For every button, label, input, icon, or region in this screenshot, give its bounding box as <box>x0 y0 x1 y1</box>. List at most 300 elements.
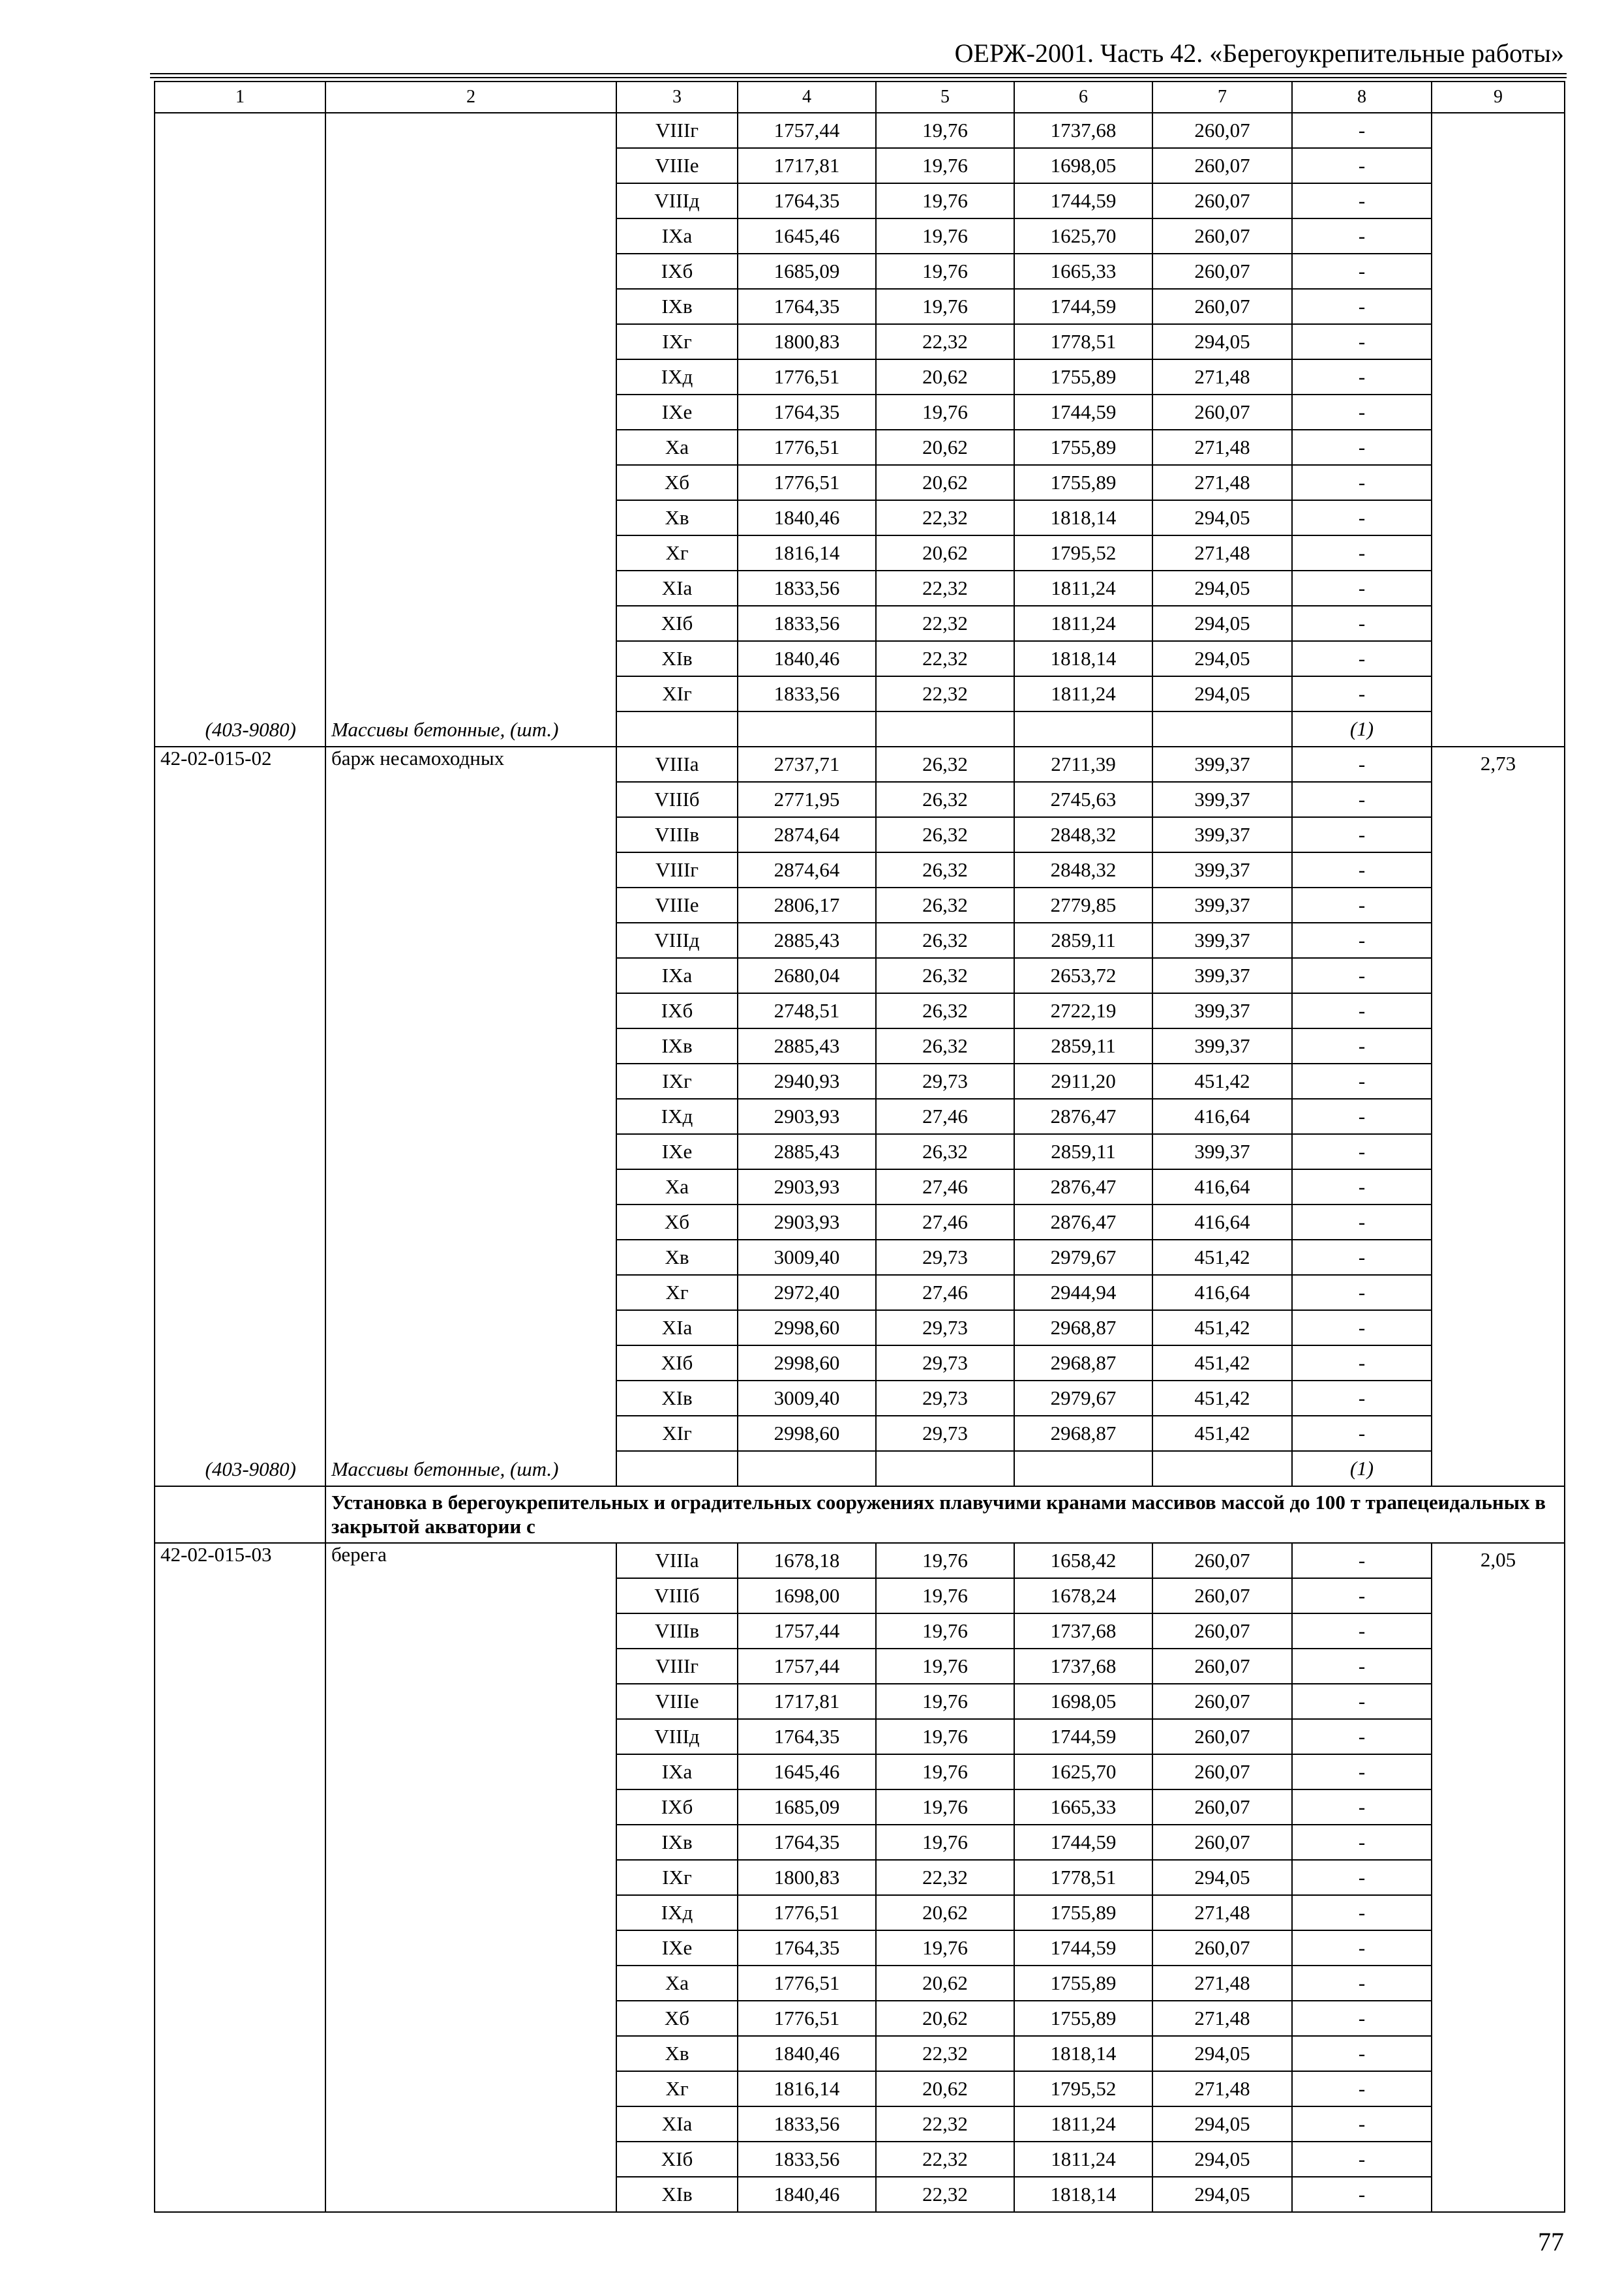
cell-col-4: 1816,14 <box>738 535 876 571</box>
cell-col-4: 1833,56 <box>738 2106 876 2142</box>
cell-col-5: 19,76 <box>876 1930 1014 1966</box>
column-number: 9 <box>1432 82 1565 113</box>
cell-col-5: 22,32 <box>876 500 1014 535</box>
cell-col-3: IXа <box>616 218 738 254</box>
cell-col-6: 2979,67 <box>1014 1240 1152 1275</box>
cell-col-5: 20,62 <box>876 359 1014 395</box>
cell-col-6: 1818,14 <box>1014 2036 1152 2071</box>
page-header-title: ОЕРЖ-2001. Часть 42. «Берегоукрепительные работы» <box>954 38 1564 68</box>
cell-col-6: 1744,59 <box>1014 289 1152 324</box>
cell-col-8: - <box>1292 1134 1432 1169</box>
cell-col-3: IXг <box>616 324 738 359</box>
cell-col-5: 19,76 <box>876 1543 1014 1578</box>
cell-col-7: 271,48 <box>1152 535 1292 571</box>
cell-col-5: 19,76 <box>876 183 1014 218</box>
work-name-cell <box>325 1543 616 2212</box>
column-number: 5 <box>876 82 1014 113</box>
column-number: 1 <box>155 82 325 113</box>
cell-col-8: - <box>1292 1789 1432 1825</box>
resource-code: (403-9080) <box>205 1457 296 1480</box>
cell-col-3: IXе <box>616 1134 738 1169</box>
cell-col-4: 1764,35 <box>738 289 876 324</box>
cell-col-5: 22,32 <box>876 324 1014 359</box>
cell-col-5: 19,76 <box>876 395 1014 430</box>
cell-col-7: 271,48 <box>1152 1895 1292 1930</box>
cell-col-8: - <box>1292 1613 1432 1649</box>
cell-col-6: 1665,33 <box>1014 254 1152 289</box>
cell-col-8: - <box>1292 958 1432 993</box>
cell-col-6: 1811,24 <box>1014 676 1152 711</box>
cell-col-4: 1840,46 <box>738 500 876 535</box>
cell-col-4: 2874,64 <box>738 852 876 888</box>
cell-col-5: 26,32 <box>876 1028 1014 1064</box>
cell-col-6: 1755,89 <box>1014 359 1152 395</box>
column-number: 3 <box>616 82 738 113</box>
cell-col-6: 2911,20 <box>1014 1064 1152 1099</box>
cell-col-4: 2903,93 <box>738 1099 876 1134</box>
cell-col-7: 260,07 <box>1152 1754 1292 1789</box>
cell-col-8: - <box>1292 1028 1432 1064</box>
cell-col-6: 1698,05 <box>1014 148 1152 183</box>
cell-col-5: 29,73 <box>876 1064 1014 1099</box>
cell-col-6: 1625,70 <box>1014 218 1152 254</box>
resource-name: Массивы бетонные, (шт.) <box>331 1457 559 1480</box>
table-row <box>155 747 1565 782</box>
cell-col-3: XIг <box>616 1416 738 1451</box>
cell-col-8: - <box>1292 430 1432 465</box>
cell-col-5: 19,76 <box>876 1578 1014 1613</box>
cell-col-3: XIб <box>616 606 738 641</box>
cell-col-5: 29,73 <box>876 1381 1014 1416</box>
cell-col-6: 2779,85 <box>1014 888 1152 923</box>
cell-col-4: 1764,35 <box>738 1719 876 1754</box>
cell-col-3: Xв <box>616 2036 738 2071</box>
cell-col-4: 1840,46 <box>738 641 876 676</box>
cell-col-4: 1776,51 <box>738 465 876 500</box>
cell-col-8: - <box>1292 1719 1432 1754</box>
cell-col-4: 1833,56 <box>738 676 876 711</box>
cell-col-3: Xг <box>616 1275 738 1310</box>
cell-col-8: - <box>1292 1543 1432 1578</box>
cell-col-3: Xб <box>616 1204 738 1240</box>
cell-col-4: 2885,43 <box>738 1028 876 1064</box>
cell-col-5: 20,62 <box>876 430 1014 465</box>
cell-col-6: 1755,89 <box>1014 430 1152 465</box>
cell-col-3: VIIIд <box>616 923 738 958</box>
cell-col-7: 260,07 <box>1152 218 1292 254</box>
cell-col-5: 19,76 <box>876 218 1014 254</box>
cell-col-6: 1811,24 <box>1014 571 1152 606</box>
rate-code-cell <box>155 113 325 747</box>
cell-col-5: 19,76 <box>876 289 1014 324</box>
cell-col-8: - <box>1292 1754 1432 1789</box>
cell-col-5: 20,62 <box>876 465 1014 500</box>
resource-blank <box>1014 1451 1152 1486</box>
rate-code-cell <box>155 747 325 1486</box>
resource-blank <box>738 711 876 747</box>
cell-col-6: 1811,24 <box>1014 2142 1152 2177</box>
cell-col-5: 22,32 <box>876 2142 1014 2177</box>
cell-col-4: 2680,04 <box>738 958 876 993</box>
cell-col-7: 294,05 <box>1152 500 1292 535</box>
cell-col-3: IXв <box>616 1028 738 1064</box>
cell-col-7: 451,42 <box>1152 1345 1292 1381</box>
cell-col-5: 20,62 <box>876 1966 1014 2001</box>
cell-col-8: - <box>1292 782 1432 817</box>
cell-col-3: XIа <box>616 571 738 606</box>
rate-code-cell <box>155 1543 325 2212</box>
cell-col-8: - <box>1292 2001 1432 2036</box>
cell-col-7: 399,37 <box>1152 958 1292 993</box>
cell-col-6: 1744,59 <box>1014 1930 1152 1966</box>
cell-col-8: - <box>1292 1684 1432 1719</box>
cell-col-4: 1840,46 <box>738 2177 876 2212</box>
cell-col-7: 260,07 <box>1152 1930 1292 1966</box>
cell-col-5: 20,62 <box>876 535 1014 571</box>
cell-col-4: 2998,60 <box>738 1416 876 1451</box>
cell-col-3: VIIIб <box>616 782 738 817</box>
cell-col-7: 399,37 <box>1152 852 1292 888</box>
cell-col-8: - <box>1292 535 1432 571</box>
cell-col-3: VIIIд <box>616 183 738 218</box>
cell-col-7: 399,37 <box>1152 923 1292 958</box>
cell-col-6: 2968,87 <box>1014 1345 1152 1381</box>
cell-col-4: 1776,51 <box>738 1895 876 1930</box>
cell-col-8: - <box>1292 1064 1432 1099</box>
cell-col-8: - <box>1292 1169 1432 1204</box>
cell-col-4: 1764,35 <box>738 1930 876 1966</box>
cell-col-7: 271,48 <box>1152 1966 1292 2001</box>
resource-qty: (1) <box>1292 1451 1432 1486</box>
cell-col-7: 451,42 <box>1152 1064 1292 1099</box>
work-name-cell <box>325 113 616 747</box>
cell-col-8: - <box>1292 676 1432 711</box>
cell-col-7: 260,07 <box>1152 254 1292 289</box>
cell-col-7: 294,05 <box>1152 606 1292 641</box>
cell-col-4: 1776,51 <box>738 1966 876 2001</box>
cell-col-3: Xг <box>616 535 738 571</box>
cell-col-7: 260,07 <box>1152 1543 1292 1578</box>
cell-col-3: XIв <box>616 641 738 676</box>
cell-col-4: 2748,51 <box>738 993 876 1028</box>
cell-col-6: 1811,24 <box>1014 2106 1152 2142</box>
cell-col-5: 26,32 <box>876 747 1014 782</box>
cell-col-8: - <box>1292 465 1432 500</box>
cell-col-4: 1757,44 <box>738 113 876 148</box>
cell-col-8: - <box>1292 113 1432 148</box>
cell-col-9 <box>1432 113 1565 747</box>
cell-col-6: 1778,51 <box>1014 1860 1152 1895</box>
cell-col-3: VIIIг <box>616 852 738 888</box>
cell-col-8: - <box>1292 747 1432 782</box>
cell-col-4: 1645,46 <box>738 1754 876 1789</box>
cell-col-9: 2,73 <box>1432 747 1565 1486</box>
cell-col-3: VIIIв <box>616 1613 738 1649</box>
cell-col-8: - <box>1292 1930 1432 1966</box>
cell-col-3: VIIIб <box>616 1578 738 1613</box>
cell-col-6: 1698,05 <box>1014 1684 1152 1719</box>
cell-col-8: - <box>1292 1275 1432 1310</box>
cell-col-5: 26,32 <box>876 923 1014 958</box>
cell-col-3: VIIIе <box>616 888 738 923</box>
cell-col-8: - <box>1292 2071 1432 2106</box>
cell-col-8: - <box>1292 817 1432 852</box>
cell-col-3: VIIIв <box>616 817 738 852</box>
cell-col-8: - <box>1292 2036 1432 2071</box>
cell-col-4: 1833,56 <box>738 571 876 606</box>
cell-col-3: Xа <box>616 1169 738 1204</box>
cell-col-7: 260,07 <box>1152 1684 1292 1719</box>
resource-blank <box>616 711 738 747</box>
cell-col-5: 27,46 <box>876 1275 1014 1310</box>
cell-col-5: 26,32 <box>876 1134 1014 1169</box>
cell-col-4: 1800,83 <box>738 324 876 359</box>
cell-col-4: 1833,56 <box>738 2142 876 2177</box>
resource-blank <box>616 1451 738 1486</box>
column-number: 6 <box>1014 82 1152 113</box>
cell-col-8: - <box>1292 1099 1432 1134</box>
cell-col-6: 2711,39 <box>1014 747 1152 782</box>
cell-col-8: - <box>1292 1825 1432 1860</box>
cell-col-7: 260,07 <box>1152 113 1292 148</box>
cell-col-7: 271,48 <box>1152 359 1292 395</box>
cell-col-6: 1755,89 <box>1014 1895 1152 1930</box>
cell-col-3: VIIIе <box>616 1684 738 1719</box>
cell-col-6: 1795,52 <box>1014 2071 1152 2106</box>
cell-col-8: - <box>1292 395 1432 430</box>
cell-col-7: 294,05 <box>1152 1860 1292 1895</box>
cell-col-6: 1737,68 <box>1014 1649 1152 1684</box>
cell-col-3: XIб <box>616 2142 738 2177</box>
cell-col-4: 1764,35 <box>738 183 876 218</box>
cell-col-7: 294,05 <box>1152 676 1292 711</box>
cell-col-4: 2998,60 <box>738 1310 876 1345</box>
cell-col-6: 2859,11 <box>1014 1028 1152 1064</box>
cell-col-5: 29,73 <box>876 1345 1014 1381</box>
cell-col-4: 2885,43 <box>738 1134 876 1169</box>
rate-code: 42-02-015-03 <box>160 1543 272 1566</box>
cell-col-6: 1744,59 <box>1014 183 1152 218</box>
cell-col-8: - <box>1292 1649 1432 1684</box>
cell-col-3: XIв <box>616 1381 738 1416</box>
cell-col-4: 2874,64 <box>738 817 876 852</box>
cell-col-4: 1717,81 <box>738 1684 876 1719</box>
cell-col-6: 1755,89 <box>1014 2001 1152 2036</box>
cell-col-8: - <box>1292 1895 1432 1930</box>
cell-col-3: XIа <box>616 2106 738 2142</box>
cell-col-5: 26,32 <box>876 852 1014 888</box>
table-row <box>155 113 1565 148</box>
cell-col-4: 2806,17 <box>738 888 876 923</box>
cell-col-7: 416,64 <box>1152 1099 1292 1134</box>
cell-col-5: 19,76 <box>876 1789 1014 1825</box>
column-number: 2 <box>325 82 616 113</box>
cell-col-4: 1776,51 <box>738 359 876 395</box>
cell-col-7: 260,07 <box>1152 183 1292 218</box>
cell-col-4: 1764,35 <box>738 395 876 430</box>
cell-col-4: 2940,93 <box>738 1064 876 1099</box>
resource-code: (403-9080) <box>205 717 296 741</box>
cell-col-3: IXд <box>616 359 738 395</box>
cell-col-4: 1800,83 <box>738 1860 876 1895</box>
cell-col-7: 399,37 <box>1152 817 1292 852</box>
cell-col-8: - <box>1292 218 1432 254</box>
cell-col-7: 294,05 <box>1152 2177 1292 2212</box>
cell-col-4: 1685,09 <box>738 1789 876 1825</box>
cell-col-3: IXб <box>616 1789 738 1825</box>
cell-col-5: 22,32 <box>876 2036 1014 2071</box>
cell-col-5: 22,32 <box>876 2177 1014 2212</box>
cell-col-7: 399,37 <box>1152 1134 1292 1169</box>
cell-col-8: - <box>1292 148 1432 183</box>
cell-col-4: 1685,09 <box>738 254 876 289</box>
cell-col-5: 26,32 <box>876 958 1014 993</box>
cell-col-3: IXа <box>616 1754 738 1789</box>
work-name: барж несамоходных <box>331 747 505 770</box>
cell-col-7: 416,64 <box>1152 1275 1292 1310</box>
cell-col-3: VIIIд <box>616 1719 738 1754</box>
cell-col-7: 294,05 <box>1152 571 1292 606</box>
cell-col-7: 416,64 <box>1152 1204 1292 1240</box>
cell-col-4: 2998,60 <box>738 1345 876 1381</box>
cell-col-5: 20,62 <box>876 1895 1014 1930</box>
cell-col-5: 19,76 <box>876 1719 1014 1754</box>
cell-col-3: IXе <box>616 395 738 430</box>
resource-qty: (1) <box>1292 711 1432 747</box>
resource-name: Массивы бетонные, (шт.) <box>331 717 559 741</box>
cell-col-7: 451,42 <box>1152 1240 1292 1275</box>
cell-col-3: XIв <box>616 2177 738 2212</box>
cell-col-3: IXа <box>616 958 738 993</box>
cell-col-5: 19,76 <box>876 254 1014 289</box>
header-rule <box>150 73 1567 74</box>
work-name: берега <box>331 1543 387 1566</box>
cell-col-5: 22,32 <box>876 641 1014 676</box>
cell-col-3: VIIIг <box>616 1649 738 1684</box>
cell-col-8: - <box>1292 1860 1432 1895</box>
cell-col-6: 2968,87 <box>1014 1310 1152 1345</box>
cell-col-4: 1833,56 <box>738 606 876 641</box>
cell-col-7: 416,64 <box>1152 1169 1292 1204</box>
cell-col-3: VIIIе <box>616 148 738 183</box>
resource-blank <box>876 1451 1014 1486</box>
cell-col-3: XIб <box>616 1345 738 1381</box>
cell-col-5: 26,32 <box>876 782 1014 817</box>
cell-col-3: IXг <box>616 1064 738 1099</box>
cell-col-6: 1818,14 <box>1014 2177 1152 2212</box>
cell-col-6: 2968,87 <box>1014 1416 1152 1451</box>
cell-col-3: IXд <box>616 1099 738 1134</box>
cell-col-7: 260,07 <box>1152 1578 1292 1613</box>
cell-col-4: 1757,44 <box>738 1613 876 1649</box>
cell-col-4: 2903,93 <box>738 1204 876 1240</box>
cell-col-5: 19,76 <box>876 1684 1014 1719</box>
cell-col-8: - <box>1292 359 1432 395</box>
cell-col-8: - <box>1292 1416 1432 1451</box>
cell-col-8: - <box>1292 324 1432 359</box>
cell-col-8: - <box>1292 571 1432 606</box>
cell-col-6: 1818,14 <box>1014 641 1152 676</box>
cell-col-3: IXе <box>616 1930 738 1966</box>
cell-col-6: 1778,51 <box>1014 324 1152 359</box>
cell-col-3: VIIIа <box>616 1543 738 1578</box>
cell-col-3: VIIIа <box>616 747 738 782</box>
cell-col-8: - <box>1292 500 1432 535</box>
cell-col-7: 399,37 <box>1152 888 1292 923</box>
cell-col-6: 1811,24 <box>1014 606 1152 641</box>
cell-col-8: - <box>1292 1578 1432 1613</box>
resource-blank <box>1014 711 1152 747</box>
cell-col-4: 2903,93 <box>738 1169 876 1204</box>
cell-col-7: 271,48 <box>1152 465 1292 500</box>
cell-col-5: 20,62 <box>876 2001 1014 2036</box>
cell-col-3: Xб <box>616 465 738 500</box>
cell-col-3: IXг <box>616 1860 738 1895</box>
cell-col-6: 2876,47 <box>1014 1204 1152 1240</box>
cell-col-4: 1776,51 <box>738 2001 876 2036</box>
cell-col-6: 1625,70 <box>1014 1754 1152 1789</box>
cell-col-7: 260,07 <box>1152 289 1292 324</box>
cell-col-7: 271,48 <box>1152 2071 1292 2106</box>
cell-col-6: 2979,67 <box>1014 1381 1152 1416</box>
cell-col-5: 22,32 <box>876 2106 1014 2142</box>
cell-col-6: 2876,47 <box>1014 1099 1152 1134</box>
cell-col-5: 19,76 <box>876 148 1014 183</box>
cell-col-6: 1658,42 <box>1014 1543 1152 1578</box>
cell-col-4: 3009,40 <box>738 1381 876 1416</box>
cell-col-8: - <box>1292 2142 1432 2177</box>
resource-blank <box>1152 1451 1292 1486</box>
cell-col-8: - <box>1292 888 1432 923</box>
cell-col-8: - <box>1292 993 1432 1028</box>
cell-col-4: 1764,35 <box>738 1825 876 1860</box>
cell-col-8: - <box>1292 641 1432 676</box>
cell-col-7: 260,07 <box>1152 148 1292 183</box>
cell-col-7: 294,05 <box>1152 324 1292 359</box>
cell-col-5: 19,76 <box>876 113 1014 148</box>
cell-col-8: - <box>1292 2177 1432 2212</box>
cell-col-5: 29,73 <box>876 1240 1014 1275</box>
cell-col-5: 26,32 <box>876 888 1014 923</box>
cell-col-4: 1678,18 <box>738 1543 876 1578</box>
cell-col-6: 2745,63 <box>1014 782 1152 817</box>
section-title-row <box>155 1486 1565 1543</box>
cell-col-6: 1678,24 <box>1014 1578 1152 1613</box>
cell-col-6: 2848,32 <box>1014 852 1152 888</box>
table-body <box>155 82 1565 2212</box>
cell-col-4: 1816,14 <box>738 2071 876 2106</box>
cell-col-6: 1795,52 <box>1014 535 1152 571</box>
cell-col-5: 27,46 <box>876 1169 1014 1204</box>
cell-col-7: 399,37 <box>1152 1028 1292 1064</box>
cell-col-5: 27,46 <box>876 1204 1014 1240</box>
cell-col-5: 19,76 <box>876 1613 1014 1649</box>
cell-col-6: 2859,11 <box>1014 1134 1152 1169</box>
cell-col-7: 294,05 <box>1152 2036 1292 2071</box>
cell-col-5: 22,32 <box>876 571 1014 606</box>
cell-col-3: IXб <box>616 993 738 1028</box>
cell-col-8: - <box>1292 1966 1432 2001</box>
header-rule-double <box>150 77 1567 78</box>
cell-col-7: 260,07 <box>1152 395 1292 430</box>
work-name-cell <box>325 747 616 1486</box>
cell-col-5: 19,76 <box>876 1825 1014 1860</box>
cell-col-6: 2944,94 <box>1014 1275 1152 1310</box>
cell-col-4: 2771,95 <box>738 782 876 817</box>
cell-col-8: - <box>1292 852 1432 888</box>
cell-col-5: 22,32 <box>876 676 1014 711</box>
resource-blank <box>876 711 1014 747</box>
